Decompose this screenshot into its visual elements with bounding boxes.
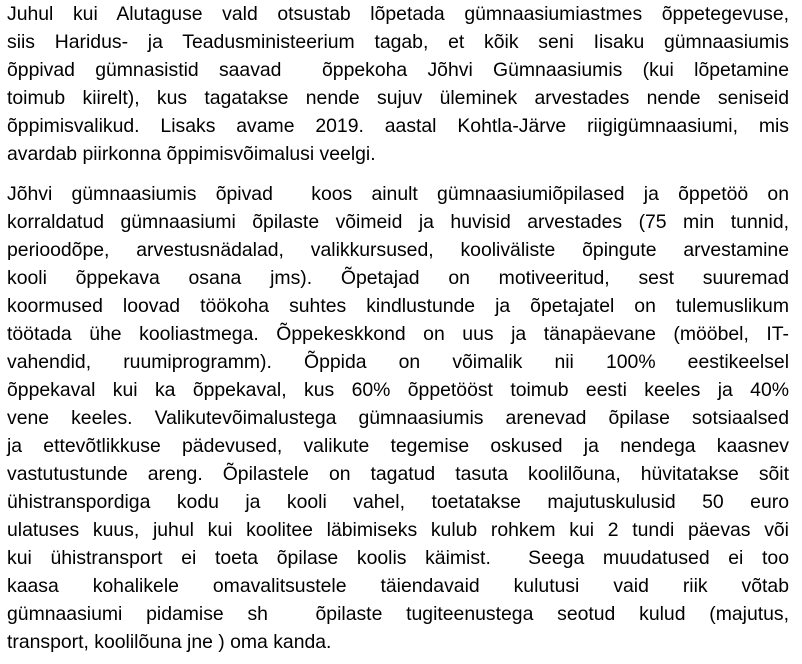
text-line: avardab piirkonna õppimisvõimalusi veelgi. [7, 143, 376, 165]
text-line: kaasa kohalikele omavalitsustele täiendavaid kulutusi vaid riik võtab [7, 575, 789, 597]
text-line: perioodõpe, arvestusnädalad, valikkursused, kooliväliste õpingute arvestamine [7, 239, 789, 261]
text-line: ja ettevõtlikkuse pädevused, valikute tegemise oskused ja nendega kaasnev [7, 435, 789, 457]
text-line: kooli õppekava osana jms). Õpetajad on motiveeritud, sest suuremad [7, 267, 789, 289]
text-line: Jõhvi gümnaasiumis õpivad koos ainult gümnaasiumiõpilased ja õppetöö on [7, 183, 789, 205]
text-line: õppivad gümnasistid saavad õppekoha Jõhvi Gümnaasiumis (kui lõpetamine [7, 59, 789, 81]
text-line: vastutustunde areng. Õpilastele on tagatud tasuta koolilõuna, hüvitatakse sõit [7, 463, 789, 485]
text-line: õppimisvalikud. Lisaks avame 2019. aastal Kohtla-Järve riigigümnaasiumi, mis [7, 115, 789, 137]
text-line: korraldatud gümnaasiumi õpilaste võimeid ja huvisid arvestades (75 min tunnid, [7, 211, 789, 233]
document-body [7, 0, 789, 656]
text-line: vene keeles. Valikutevõimalustega gümnaasiumis arenevad õpilase sotsiaalsed [7, 407, 789, 429]
text-line: õppekaval kui ka õppekaval, kus 60% õppetööst toimub eesti keeles ja 40% [7, 379, 789, 401]
text-line: siis Haridus- ja Teadusministeerium tagab, et kõik seni Iisaku gümnaasiumis [7, 31, 789, 53]
text-line: transport, koolilõuna jne ) oma kanda. [7, 631, 332, 653]
text-line: töötada ühe kooliastmega. Õppekeskkond on uus ja tänapäevane (mööbel, IT- [7, 323, 789, 345]
text-line: Juhul kui Alutaguse vald otsustab lõpetada gümnaasiumiastmes õppetegevuse, [7, 3, 789, 25]
text-line: vahendid, ruumiprogramm). Õppida on võimalik nii 100% eestikeelsel [7, 351, 789, 373]
paragraph [7, 0, 789, 168]
text-line: gümnaasiumi pidamise sh õpilaste tugiteenustega seotud kulud (majutus, [7, 603, 789, 625]
text-line: kui ühistransport ei toeta õpilase koolis käimist. Seega muudatused ei too [7, 547, 789, 569]
text-line: ulatuses kuus, juhul kui koolitee läbimiseks kulub rohkem kui 2 tundi päevas või [7, 519, 789, 541]
text-line: toimub kiirelt), kus tagatakse nende sujuv üleminek arvestades nende seniseid [7, 87, 789, 109]
text-line: ühistranspordiga kodu ja kooli vahel, toetatakse majutuskulusid 50 euro [7, 491, 789, 513]
paragraph [7, 180, 789, 656]
text-line: koormused loovad töökoha suhtes kindlustunde ja õpetajatel on tulemuslikum [7, 295, 789, 317]
